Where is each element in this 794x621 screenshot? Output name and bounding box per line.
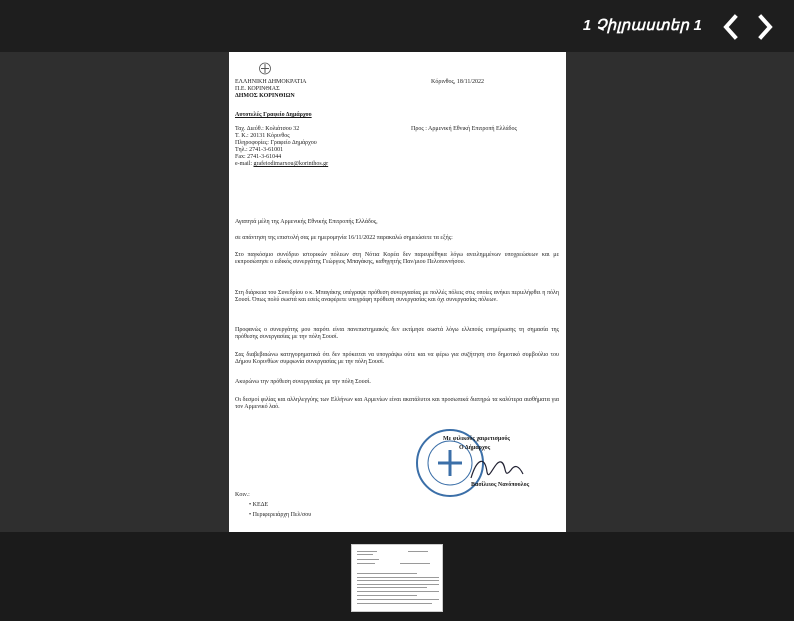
intro-text: σε απάντηση της επιστολή σας με ημερομηνία 16/11/2022 παρακαλώ σημειώσετε τα εξής: [235, 235, 453, 241]
office-name: Αυτοτελές Γραφείο Δημάρχου [235, 112, 312, 118]
cc-item: • ΚΕΔΕ [249, 502, 269, 508]
email-line: e-mail: grafeiodimarxou@korinthos.gr [235, 161, 329, 167]
paragraph-3: Προφανώς ο συνεργάτης μου παρότι είναι πανεπιστημιακός δεν εκτίμησε σωστά λόγω ελλιπούς ενημέρωσης τη σημασία της πρόθεσης συνεργασίας με την πόλη Σουσί. [235, 327, 559, 341]
letter-date: Κόρινθος, 18/11/2022 [431, 79, 485, 85]
viewer-toolbar [0, 0, 794, 52]
country-name: ΕΛΛΗΝΙΚΗ ΔΗΜΟΚΡΑΤΙΑ [235, 79, 307, 85]
paragraph-1: Στο παγκόσμιο συνέδριο ιστορικών πόλεων στη Νότια Κορέα δεν παρευρέθηκα λόγω ανειλημμένων υποχρεώσεων και με εκπροσώπησε ο ειδικός συνεργάτης Γεώργιος Μπαγάκης, καθηγητής Παν/μιου Πελοποννήσου. [235, 252, 559, 266]
region-name: Π.Ε. ΚΟΡΙΝΘΙΑΣ [235, 86, 280, 92]
closing: Με φιλικούς χαιρετισμούς [443, 436, 510, 442]
info-line: Πληροφορίες: Γραφείο Δημάρχου [235, 140, 317, 146]
page-thumbnail[interactable] [351, 544, 443, 612]
paragraph-6: Οι δεσμοί φιλίας και αλληλεγγύης των Ελλήνων και Αρμενίων είναι ακατάλυτοι και προσωπικά διατηρώ τα καλύτερα αισθήματα για τον Αρμενικό λαό. [235, 397, 559, 411]
telephone: Τηλ.: 2741-3-61001 [235, 147, 284, 153]
email-link: grafeiodimarxou@korinthos.gr [253, 161, 329, 167]
paragraph-4: Σας διαβεβαιώνω κατηγορηματικά ότι δεν πρόκειται να υπογράψω ούτε και να φέρω για συζήτηση στο δημοτικό συμβούλιο του Δήμου Κορινθίων συμφωνία συνεργασίας με την πόλη Σουσί. [235, 352, 559, 366]
mayor-name: Βασίλειος Νανόπουλος [471, 482, 530, 488]
previous-button[interactable] [718, 13, 744, 41]
mayor-title: Ο Δήμαρχος [459, 445, 491, 451]
chevron-left-icon [718, 13, 744, 41]
document-page [229, 52, 566, 532]
next-button[interactable] [752, 13, 778, 41]
salutation: Αγαπητά μέλη της Αρμενικής Εθνικής Επιτροπής Ελλάδος, [235, 219, 378, 225]
address: Ταχ. Διεύθ.: Κολιάτσου 32 [235, 126, 300, 132]
greek-emblem-icon [259, 62, 271, 75]
page-counter: 1 Չիլրաստեր 1 [582, 17, 702, 34]
signature [467, 452, 525, 486]
cc-item: • Περιφερειάρχη Πελ/σου [249, 512, 312, 518]
chevron-right-icon [752, 13, 778, 41]
recipient: Προς : Αρμενική Εθνική Επιτροπή Ελλάδος [411, 126, 517, 132]
paragraph-2: Στη διάρκεια του Συνεδρίου ο κ. Μπαγάκης υπέγραψε πρόθεση συνεργασίας με πολλές πόλεις στις οποίες ανήκει περιελήφθει η πόλη Σουσί. Όπως πολύ σωστά και εσείς αναφέρετε υπεγράφη πρόθεση συνεργασίας και όχι συνεργασίας πόλεων. [235, 290, 559, 304]
fax: Fax: 2741-3-61044 [235, 154, 282, 160]
paragraph-5: Ακυρώνω την πρόθεση συνεργασίας με την πόλη Σουσί. [235, 379, 371, 385]
cc-label: Κοιν.: [235, 492, 250, 498]
municipality-name: ΔΗΜΟΣ ΚΟΡΙΝΘΙΩΝ [235, 93, 295, 99]
postal-code: Τ. Κ.: 20131 Κόρινθος [235, 133, 290, 139]
